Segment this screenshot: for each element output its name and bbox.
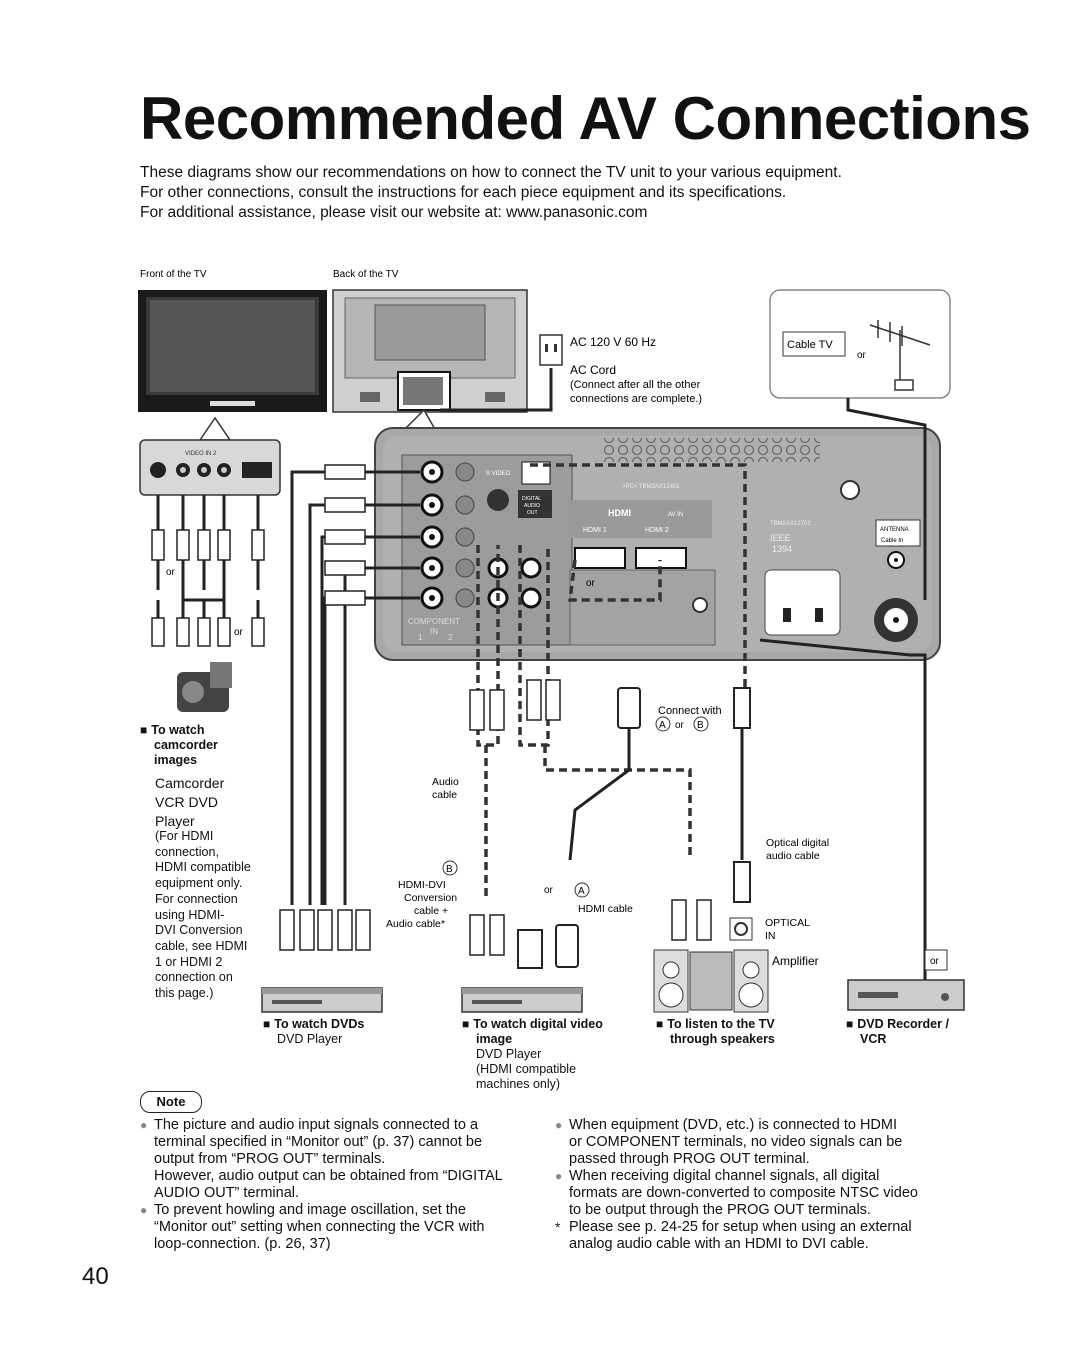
or-label-hdmi: or	[586, 578, 595, 589]
cable-tv-label: Cable TV	[787, 339, 833, 351]
camcorder-heading-2: camcorder	[154, 738, 218, 752]
note-badge: Note	[140, 1091, 202, 1113]
hdmi-dvi-label-3: cable +	[414, 905, 449, 917]
note-line: ● When equipment (DVD, etc.) is connected to HDMI	[569, 1117, 897, 1133]
rear-panel	[375, 428, 940, 660]
tv-front-image	[138, 290, 327, 412]
device-vcr-dvd: VCR DVD	[155, 794, 219, 810]
hdmi-cable-label: HDMI cable	[578, 903, 633, 915]
camcorder-note-line: connection on	[155, 970, 233, 985]
note-line: However, audio output can be obtained from “DIGITAL	[154, 1168, 503, 1184]
intro-line-3: For additional assistance, please visit our website at: www.panasonic.com	[140, 204, 648, 221]
camcorder-note-line: connection,	[155, 844, 219, 859]
camcorder-section-heading	[140, 723, 218, 768]
camcorder-heading-3: images	[154, 753, 198, 767]
note-line: “Monitor out” setting when connecting the VCR with	[154, 1219, 485, 1235]
note-line: ● To prevent howling and image oscillation, set the	[154, 1202, 466, 1218]
ac-cord-note-2: connections are complete.)	[570, 393, 703, 405]
or-label-side-1: or	[166, 567, 175, 578]
optical-plug	[734, 688, 750, 902]
camcorder-icon	[177, 662, 232, 712]
panel-ieee-no: 1394	[772, 544, 793, 554]
note-item	[555, 1168, 975, 1219]
speakers-heading-1: ■ To listen to the TV	[656, 1017, 775, 1032]
optical-cable-label-1: Optical digital	[766, 837, 830, 849]
note-line: terminal specified in “Monitor out” (p. 37) cannot be	[154, 1134, 483, 1150]
panel-in-1: 1	[418, 633, 423, 642]
recorder-section	[846, 1017, 949, 1047]
note-item	[555, 1117, 975, 1168]
camcorder-note-line: using HDMI-	[155, 907, 225, 922]
speakers-heading-2: through speakers	[670, 1032, 775, 1046]
camcorder-note-line: DVI Conversion	[155, 923, 243, 938]
note-line: formats are down-converted to composite NTSC video	[569, 1185, 918, 1201]
note-item	[140, 1117, 540, 1202]
optical-cable-label-2: audio cable	[766, 850, 820, 862]
label-b-cable: B	[446, 864, 453, 875]
recorder-heading-2: VCR	[860, 1032, 887, 1046]
amplifier-label: Amplifier	[772, 954, 819, 968]
tv-back-image	[333, 290, 527, 412]
optical-in-label-1: OPTICAL	[765, 917, 810, 929]
dvd-player-hdmi-icon	[462, 988, 582, 1012]
hdmi-dvi-label-4: Audio cable*	[386, 918, 445, 930]
panel-digital: DIGITAL	[522, 496, 542, 502]
camcorder-note-line: For connection	[155, 891, 238, 906]
camcorder-note-line: 1 or HDMI 2	[155, 954, 223, 969]
note-line: output from “PROG OUT” terminals.	[154, 1151, 386, 1167]
panel-cable-in: Cable In	[881, 538, 904, 544]
panel-in: IN	[430, 627, 438, 636]
panel-hdmi-logo: HDMI	[608, 508, 631, 518]
panel-model: TBM2AX12701	[770, 521, 811, 527]
note-item-footnote	[555, 1219, 975, 1253]
hdmi-dvi-label-1: HDMI-DVI	[398, 879, 446, 891]
panel-s-video: S VIDEO	[486, 471, 511, 477]
note-line: to be output through the PROG OUT terminals.	[569, 1202, 871, 1218]
note-line: passed through PROG OUT terminal.	[569, 1151, 810, 1167]
note-line: analog audio cable with an HDMI to DVI cable.	[569, 1236, 869, 1252]
panel-av-in: AV IN	[668, 512, 684, 518]
camcorder-note-line: cable, see HDMI	[155, 938, 248, 953]
panel-antenna: ANTENNA	[880, 527, 909, 533]
dvd-section-device: DVD Player	[277, 1032, 343, 1046]
label-a-cable: A	[578, 886, 585, 897]
note-line: ● When receiving digital channel signals, all digital	[569, 1168, 880, 1184]
label-b: B	[697, 720, 704, 731]
digital-device-1: DVD Player	[476, 1047, 542, 1061]
intro-line-1: These diagrams show our recommendations on how to connect the TV unit to your various equipment.	[140, 164, 842, 181]
camcorder-devices	[155, 774, 224, 831]
audio-cable-label-1: Audio	[432, 776, 459, 788]
ac-cord-note-1: (Connect after all the other	[570, 379, 701, 391]
device-player: Player	[155, 813, 195, 829]
audio-cable-label-2: cable	[432, 789, 458, 801]
or-label-side-2: or	[234, 627, 243, 638]
note-line: * Please see p. 24-25 for setup when using an external	[569, 1219, 912, 1235]
page-title: Recommended AV Connections	[140, 85, 1031, 152]
camcorder-note-line: HDMI compatible	[155, 860, 251, 875]
panel-ieee: IEEE	[770, 533, 791, 543]
device-camcorder: Camcorder	[155, 775, 225, 791]
digital-section	[462, 1017, 603, 1092]
or-label-hdmi-cable: or	[544, 885, 553, 896]
speakers-section	[656, 1017, 775, 1047]
connect-with-label: Connect with	[658, 705, 722, 717]
side-panel	[140, 440, 280, 495]
note-line: AUDIO OUT” terminal.	[154, 1185, 300, 1201]
or-label-antenna: or	[857, 350, 866, 361]
dvd-recorder-icon	[848, 980, 964, 1010]
camcorder-note-line: this page.)	[155, 986, 214, 1001]
panel-component: COMPONENT	[408, 617, 460, 626]
camcorder-note-line: (For HDMI	[155, 829, 214, 843]
hdmi-dvi-label-2: Conversion	[404, 892, 458, 904]
notes-left	[140, 1117, 540, 1253]
dvd-section	[263, 1017, 364, 1047]
dvd-section-heading: ■ To watch DVDs	[263, 1017, 364, 1032]
panel-out: OUT	[527, 510, 538, 516]
panel-audio: AUDIO	[524, 503, 540, 509]
camcorder-note	[155, 829, 251, 1002]
digital-device-2: (HDMI compatible	[476, 1062, 577, 1076]
intro-line-2: For other connections, consult the instructions for each piece equipment and its specifications.	[140, 184, 787, 201]
label-a: A	[659, 720, 666, 731]
or-label-recorder: or	[930, 956, 939, 967]
note-line: loop-connection. (p. 26, 37)	[154, 1236, 331, 1252]
ac-cord-label: AC Cord	[570, 363, 617, 377]
front-tv-label: Front of the TV	[140, 269, 207, 280]
panel-pc-label: >PC< TBM2AX12401	[622, 484, 680, 490]
dvi-plug	[518, 930, 542, 968]
dvd-player-icon	[262, 988, 382, 1012]
ac-power-label: AC 120 V 60 Hz	[570, 335, 657, 349]
note-line: or COMPONENT terminals, no video signals can be	[569, 1134, 903, 1150]
digital-heading-1: ■ To watch digital video	[462, 1017, 603, 1032]
panel-in-2: 2	[448, 633, 453, 642]
side-cables	[158, 495, 258, 630]
note-line: ● The picture and audio input signals connected to a	[154, 1117, 479, 1133]
label-a-or-b: or	[675, 720, 684, 731]
page-number: 40	[82, 1263, 109, 1290]
notes-right	[555, 1117, 975, 1253]
digital-heading-2: image	[476, 1032, 513, 1046]
optical-in-label-2: IN	[765, 930, 776, 942]
note-item	[140, 1202, 540, 1253]
panel-hdmi1: HDMI 1	[583, 527, 607, 534]
back-tv-label: Back of the TV	[333, 269, 399, 280]
amplifier-icon	[654, 950, 768, 1012]
side-panel-video-in-2: VIDEO IN 2	[185, 451, 217, 457]
side-plugs	[152, 530, 264, 646]
digital-device-3: machines only)	[476, 1077, 561, 1091]
camcorder-heading-1: ■ To watch	[140, 723, 218, 738]
recorder-heading-1: ■ DVD Recorder /	[846, 1017, 949, 1032]
hdmi-plug	[556, 688, 640, 967]
panel-hdmi2: HDMI 2	[645, 527, 669, 534]
camcorder-note-line: equipment only.	[155, 876, 243, 891]
